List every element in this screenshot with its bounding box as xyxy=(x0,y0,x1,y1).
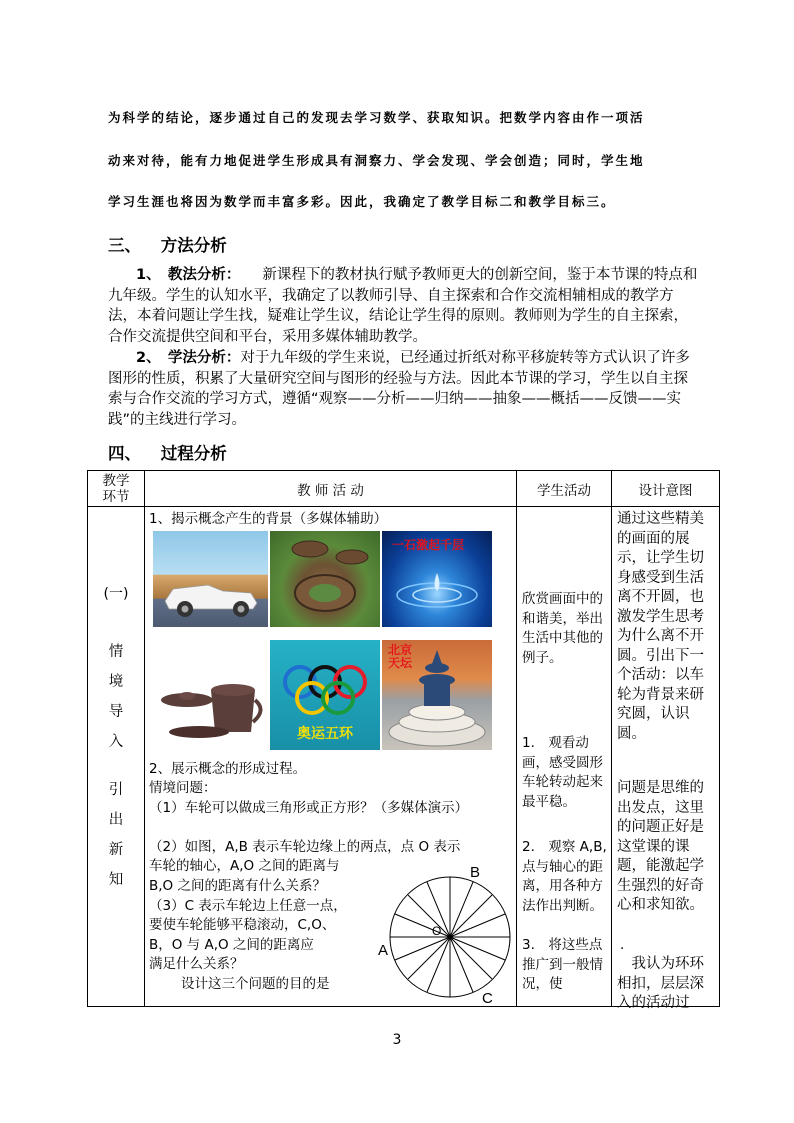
learning-method-paragraph xyxy=(108,348,700,430)
student-item-3: 2. 观察 A,B,点与轴心的距离，用各种方法作出判断。 xyxy=(522,839,607,914)
header-teacher: 教 师 活 动 xyxy=(145,471,517,507)
stage-number: (一) xyxy=(103,586,129,602)
intro-line-1: 为科学的结论，逐步通过自己的发现去学习数学、获取知识。把数学内容由作一项活 xyxy=(108,110,645,125)
car-icon xyxy=(153,531,268,627)
teaching-method-body: 新课程下的教材执行赋予教师更大的创新空间，鉴于本节课的特点和九年级。学生的认知水平，我确定了以教师引导、自主探索和合作交流相辅相成的教学方法，本着问题让学生找，疑难让学生议，结论让学生得的原则。教师则为学生的自主探索，合作交流提供空间和平台，采用多媒体辅助教学。 xyxy=(108,267,698,345)
wheel-label-a: A xyxy=(378,942,389,959)
temple-of-heaven-photo xyxy=(382,640,492,750)
header-stage-line-2: 环节 xyxy=(102,488,130,505)
stage-char: 新 xyxy=(108,842,124,858)
stage-cell xyxy=(88,507,145,1007)
wheel-label-b: B xyxy=(470,864,481,881)
stage-char: 出 xyxy=(108,812,124,828)
intro-line-2: 动来对待，能有力地促进学生形成具有洞察力、学会发现、学会创造；同时，学生地 xyxy=(108,153,645,168)
design-item-1: 通过这些精美的画面的展示，让学生切身感受到生活离不开圆，也激发学生思考为什么离不开圆。引出下一个活动：以车轮为背景来研究圆，认识圆。 xyxy=(617,511,704,742)
stage-char: 情 xyxy=(108,644,124,660)
section-4-title: 过程分析 xyxy=(160,444,227,463)
page-number: 3 xyxy=(392,1032,402,1048)
student-item-1: 欣赏画面中的和谐美，举出生活中其他的例子。 xyxy=(522,591,603,666)
section-4-number: 四、 xyxy=(108,444,141,463)
section-3-heading xyxy=(108,232,227,256)
stage-char: 知 xyxy=(108,872,124,888)
question-2-line-1: （2）如图，A,B 表示车轮边缘上的两点，点 O 表示 xyxy=(149,839,461,855)
section-4-heading xyxy=(108,440,227,464)
olympic-rings-photo xyxy=(270,640,380,750)
teacher-item-1: 1、揭示概念产生的背景（多媒体辅助） xyxy=(149,511,388,527)
question-2-line-3: B,O 之间的距离有什么关系？ xyxy=(149,878,326,894)
question-1: （1）车轮可以做成三角形或正方形？（多媒体演示） xyxy=(149,800,469,816)
student-activity-cell xyxy=(517,507,612,1007)
process-table xyxy=(87,470,720,1011)
car-photo xyxy=(153,531,268,627)
question-3-line-4: 满足什么关系？ xyxy=(149,956,244,972)
question-2-line-2: 车轮的轴心，A,O 之间的距离与 xyxy=(149,858,340,874)
question-purpose: 设计这三个问题的目的是 xyxy=(181,976,330,992)
stage-name-1 xyxy=(88,637,144,757)
question-3-line-1: （3）C 表示车轮边上任意一点， xyxy=(149,898,347,914)
table-body-row xyxy=(88,507,720,1007)
teapot-icon xyxy=(153,650,268,748)
learning-method-label: 2、 学法分析： xyxy=(136,350,241,366)
wheel-label-o: O xyxy=(432,924,442,938)
header-design: 设计意图 xyxy=(612,471,720,507)
design-dot: . xyxy=(620,937,625,953)
learning-method-body: 对于九年级的学生来说，已经通过折纸对称平移旋转等方式认识了许多图形的性质，积累了大量研究空间与图形的经验与方法。因此本节课的学习，学生以自主探索与合作交流的学习方式，遵循“观察——分析——归纳——抽象——概括——反馈——实践”的主线进行学习。 xyxy=(108,350,690,428)
water-ripple-photo xyxy=(382,531,492,627)
stage-char: 导 xyxy=(108,704,124,720)
stage-char: 境 xyxy=(108,674,124,690)
beijing-caption xyxy=(388,644,412,670)
round-building-icon xyxy=(270,531,380,627)
wheel-diagram xyxy=(378,864,515,1007)
intro-line-3: 学习生涯也将因为数学而丰富多彩。因此，我确定了教学目标二和教学目标三。 xyxy=(108,194,616,209)
olympic-caption: 奥运五环 xyxy=(297,726,353,742)
section-3-number: 三、 xyxy=(108,236,141,255)
student-item-4: 3. 将这些点推广到一般情况，使 xyxy=(522,937,603,992)
ripple-caption: 一石激起千层 xyxy=(392,538,465,552)
teaching-method-label: 1、 教法分析： xyxy=(136,267,241,283)
stage-name-2 xyxy=(88,775,144,895)
header-stage xyxy=(88,471,145,507)
teaching-method-paragraph xyxy=(108,265,700,347)
tulou-photo xyxy=(270,531,380,627)
design-item-3: 我认为环环相扣，层层深入的活动过 xyxy=(617,956,704,1011)
header-student: 学生活动 xyxy=(517,471,612,507)
beijing-caption-line-2: 天坛 xyxy=(388,656,413,670)
table-header-row xyxy=(88,471,720,507)
student-item-2: 1. 观看动画，感受圆形车轮转动起来最平稳。 xyxy=(522,735,603,810)
wheel-spokes xyxy=(390,877,510,997)
teacher-item-2: 2、展示概念的形成过程。 xyxy=(149,761,307,777)
beijing-caption-line-1: 北京 xyxy=(388,643,413,657)
question-3-line-3: B，O 与 A,O 之间的距离应 xyxy=(149,937,314,953)
stage-char: 引 xyxy=(108,782,124,798)
design-intent-cell xyxy=(612,507,720,1011)
wheel-label-c: C xyxy=(482,990,493,1007)
design-item-2: 问题是思维的出发点，这里的问题正好是这堂课的课题，能激起学生强烈的好奇心和求知欲。 xyxy=(617,780,704,913)
section-3-title: 方法分析 xyxy=(160,236,227,255)
stage-char: 入 xyxy=(108,734,124,750)
teapot-photo xyxy=(153,650,268,748)
teacher-item-3: 情境问题： xyxy=(149,780,217,796)
teacher-activity-cell xyxy=(145,507,517,1007)
question-3-line-2: 要使车轮能够平稳滚动，C,O、 xyxy=(149,917,336,933)
header-stage-line-1: 教学 xyxy=(102,472,130,489)
